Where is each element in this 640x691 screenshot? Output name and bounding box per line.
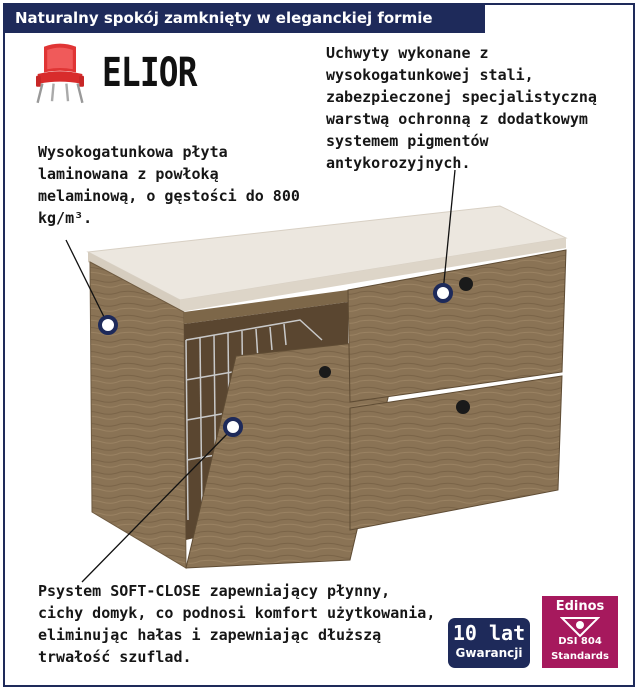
edinos-title: Edinos xyxy=(555,599,605,614)
basket-door-knob xyxy=(319,366,331,378)
callout-handles: Uchwyty wykonane z wysokogatunkowej stali, zabezpieczonej specjalistyczną warstwą ochronną z dodatkowym systemem pigmentów antykorozyjnych. xyxy=(326,44,597,172)
left-side-panel xyxy=(90,262,186,568)
brand-name: ELIOR xyxy=(102,50,197,96)
hotspot-softclose xyxy=(225,419,241,435)
header-banner: Naturalny spokój zamknięty w eleganckiej formie xyxy=(3,3,485,33)
hotspot-board xyxy=(100,317,116,333)
callout-board: Wysokogatunkowa płyta laminowana z powłoką melaminową, o gęstości do 800 kg/m³. xyxy=(38,143,300,227)
hotspot-handles xyxy=(435,285,451,301)
edinos-badge xyxy=(542,596,618,668)
warranty-label: Gwarancji xyxy=(455,646,523,660)
callout-softclose: Psystem SOFT-CLOSE zapewniający płynny, cichy domyk, co podnosi komfort użytkowania, eliminując hałas i zapewniając dłuższą trwałość szuflad. xyxy=(38,582,436,666)
lower-drawer-knob xyxy=(456,400,470,414)
edinos-standard: Standards xyxy=(551,651,609,662)
edinos-standard-icon xyxy=(560,616,600,638)
upper-drawer-knob xyxy=(459,277,473,291)
edinos-din: DSI 804 xyxy=(558,636,602,647)
warranty-badge xyxy=(448,618,530,668)
warranty-years: 10 lat xyxy=(452,621,526,645)
